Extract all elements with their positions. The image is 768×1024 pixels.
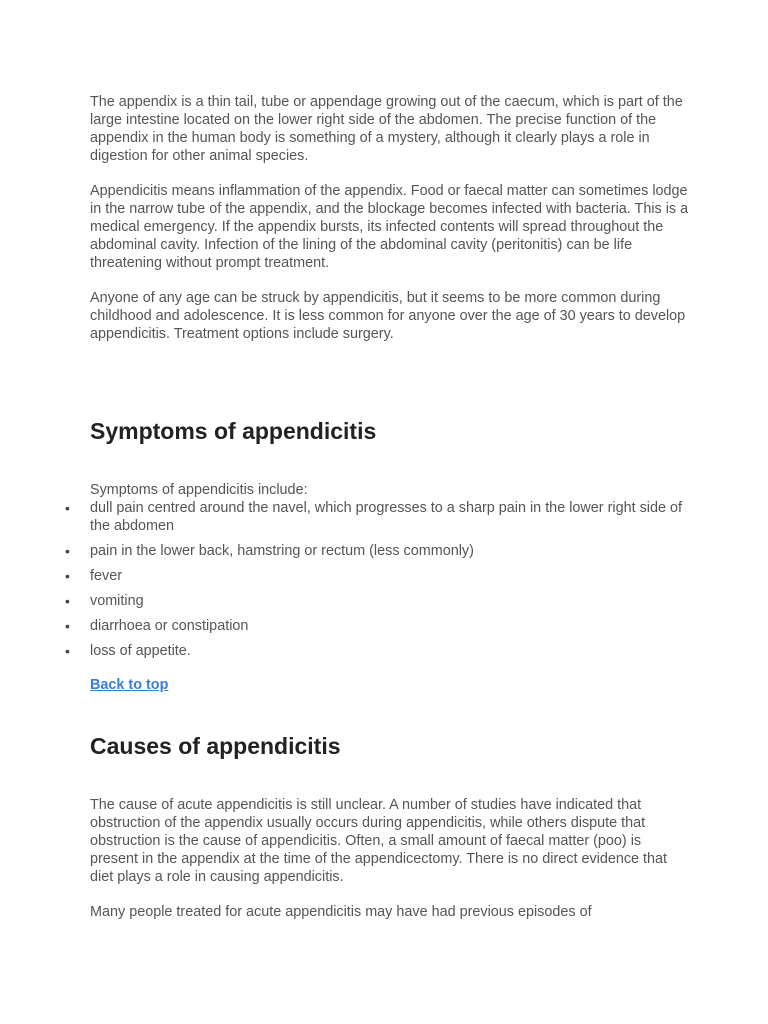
bullet-icon: •	[65, 618, 70, 634]
intro-paragraph-3: Anyone of any age can be struck by appendicitis, but it seems to be more common during childhood and adolescence. It is less common for anyone over the age of 30 years to develop appendicitis. Treatment options include surgery.	[90, 290, 686, 342]
list-item-text: loss of appetite.	[90, 643, 191, 659]
list-item	[65, 642, 690, 660]
list-item-text: pain in the lower back, hamstring or rectum (less commonly)	[90, 543, 474, 559]
bullet-icon: •	[65, 593, 70, 609]
list-item	[65, 567, 690, 585]
list-item	[65, 499, 690, 535]
intro-paragraph-2: Appendicitis means inflammation of the appendix. Food or faecal matter can sometimes lodge in the narrow tube of the appendix, and the blockage becomes infected with bacteria. This is a medical emergency. If the appendix bursts, its infected contents will spread throughout the abdominal cavity. Infection of the lining of the abdominal cavity (peritonitis) can be life threatening without prompt treatment.	[90, 183, 689, 271]
bullet-icon: •	[65, 643, 70, 659]
symptoms-list	[65, 499, 690, 667]
back-to-top-link[interactable]: Back to top	[90, 677, 169, 693]
bullet-icon: •	[65, 500, 70, 516]
intro-paragraph-1: The appendix is a thin tail, tube or appendage growing out of the caecum, which is part of the large intestine located on the lower right side of the abdomen. The precise function of the appendix in the human body is something of a mystery, although it clearly plays a role in digestion for other animal species.	[90, 94, 683, 164]
bullet-icon: •	[65, 568, 70, 584]
list-item-text: vomiting	[90, 593, 144, 609]
causes-heading: Causes of appendicitis	[90, 733, 341, 759]
bullet-icon: •	[65, 543, 70, 559]
symptoms-intro: Symptoms of appendicitis include:	[90, 482, 308, 498]
causes-paragraph-1: The cause of acute appendicitis is still unclear. A number of studies have indicated that obstruction of the appendix usually occurs during appendicitis, while others dispute that obstruction is the cause of appendicitis. Often, a small amount of faecal matter (poo) is present in the appendix at the time of the appendicectomy. There is no direct evidence that diet plays a role in causing appendicitis.	[90, 797, 668, 885]
list-item-text: dull pain centred around the navel, which progresses to a sharp pain in the lower right side of the abdomen	[90, 500, 682, 534]
list-item	[65, 617, 690, 635]
list-item	[65, 542, 690, 560]
causes-paragraph-2: Many people treated for acute appendicitis may have had previous episodes of	[90, 904, 592, 920]
symptoms-heading: Symptoms of appendicitis	[90, 418, 377, 444]
list-item	[65, 592, 690, 610]
list-item-text: diarrhoea or constipation	[90, 618, 249, 634]
list-item-text: fever	[90, 568, 122, 584]
